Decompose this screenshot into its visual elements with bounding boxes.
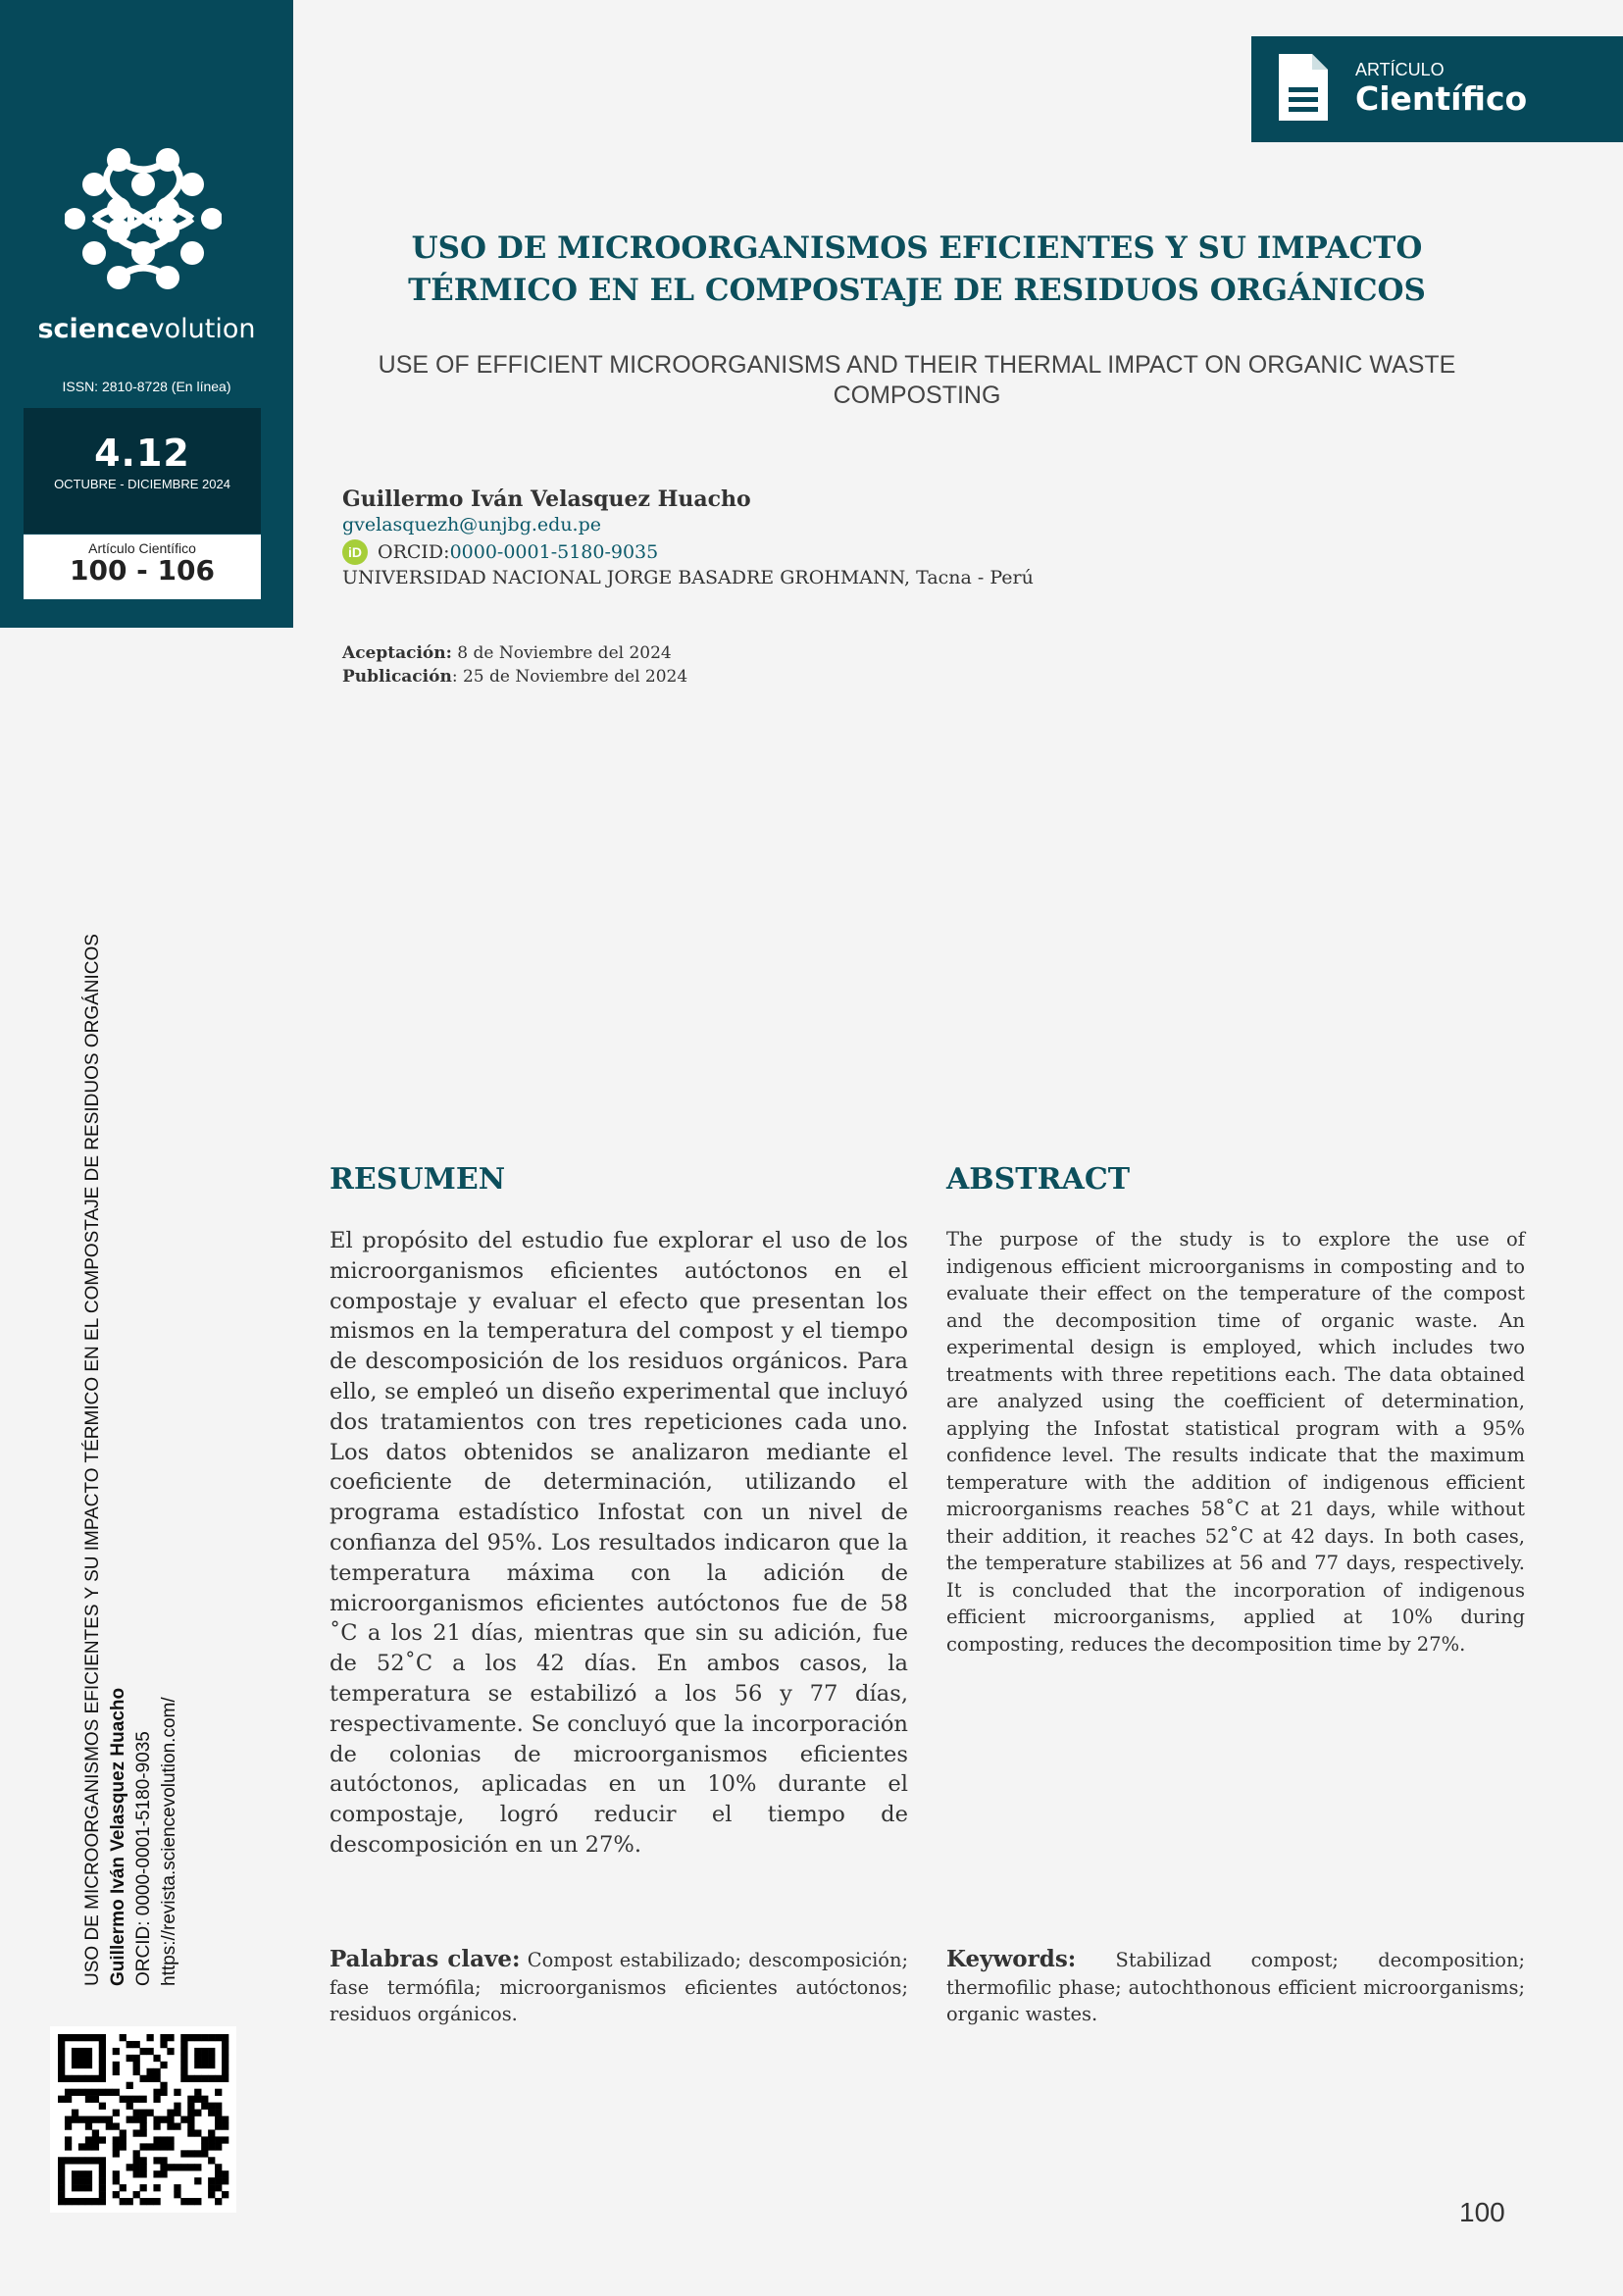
orcid-label: ORCID: bbox=[378, 541, 450, 563]
page-range: 100 - 106 bbox=[69, 554, 215, 587]
publication-dates bbox=[342, 641, 687, 689]
resumen-text: El propósito del estudio fue explorar el uso de los microorganismos eficientes autóctonos en el compostaje y evaluar el efecto que presentan los mismos en la temperatura del compost y el tiempo de descomposición de los residuos orgánicos. Para ello, se empleó un diseño experimental que incluyó dos tratamientos con tres repeticiones cada uno. Los datos obtenidos se analizaron mediante el coeficiente de determinación, utilizando el programa estadístico Infostat con un nivel de confianza del 95%. Los resultados indicaron que la temperatura máxima con la adición de microorganismos eficientes autóctonos fue de 58 ˚C a los 21 días, mientras que sin su adición, fue de 52˚C a los 42 días. En ambos casos, la temperatura se estabilizó a los 56 y 77 días, respectivamente. Se concluyó que la incorporación de colonias de microorganismos eficientes autóctonos, aplicadas en un 10% durante el compostaje, logró reducir el tiempo de descomposición en un 27%. bbox=[330, 1228, 908, 1858]
orcid-icon: iD bbox=[342, 539, 368, 565]
orcid-line bbox=[342, 539, 1225, 565]
badge-label-big: Científico bbox=[1355, 79, 1528, 118]
side-running-text bbox=[80, 809, 182, 1986]
side-running-author: Guillermo Iván Velasquez Huacho bbox=[108, 1687, 128, 1986]
side-running-orcid: ORCID: 0000-0001-5180-9035 bbox=[133, 1731, 154, 1986]
article-title-en: USE OF EFFICIENT MICROORGANISMS AND THEIR THERMAL IMPACT ON ORGANIC WASTE COMPOSTING bbox=[378, 351, 1456, 409]
orcid-link[interactable]: 0000-0001-5180-9035 bbox=[449, 541, 659, 563]
resumen-section bbox=[330, 1161, 908, 2025]
author-name: Guillermo Iván Velasquez Huacho bbox=[342, 486, 751, 512]
journal-sidebar bbox=[0, 0, 293, 628]
abstract-text: The purpose of the study is to explore the use of indigenous efficient microorganisms in composting and to evaluate their effect on the temperature of the compost and the decomposition time of organic waste. An experimental design is employed, which includes two treatments with three repetitions each. The data obtained are analyzed using the coefficient of determination, applying the Infostat statistical program with a 95% confidence level. The results indicate that the maximum temperature with the addition of indigenous efficient microorganisms reaches 58˚C at 21 days, while without their addition, it reaches 52˚C at 42 days. In both cases, the temperature stabilizes at 56 and 77 days, respectively. It is concluded that the incorporation of indigenous efficient microorganisms, applied at 10% during composting, reduces the decomposition time by 27%. bbox=[946, 1228, 1525, 1656]
article-title-es: USO DE MICROORGANISMOS EFICIENTES Y SU IMPACTO TÉRMICO EN EL COMPOSTAJE DE RESIDUOS ORGÁNICOS bbox=[408, 230, 1426, 308]
author-email-link[interactable]: gvelasquezh@unjbg.edu.pe bbox=[342, 514, 602, 536]
author-affiliation: UNIVERSIDAD NACIONAL JORGE BASADRE GROHMANN, Tacna - Perú bbox=[342, 567, 1034, 588]
palabras-clave: Palabras clave: Compost estabilizado; descomposición; fase termófila; microorganismos eficientes autóctonos; residuos orgánicos. bbox=[330, 1946, 908, 2025]
article-type: Artículo Científico bbox=[88, 540, 196, 556]
issue-number: 4.12 bbox=[94, 432, 190, 475]
journal-name: sciencevolution bbox=[37, 314, 256, 344]
article-box bbox=[24, 535, 261, 599]
page-number: 100 bbox=[1459, 2197, 1505, 2227]
side-running-url[interactable]: https://revista.sciencevolution.com/ bbox=[159, 1697, 179, 1986]
issue-box bbox=[24, 408, 261, 534]
document-icon bbox=[1279, 54, 1328, 121]
issn: ISSN: 2810-8728 (En línea) bbox=[62, 379, 231, 394]
publication-date: Publicación: 25 de Noviembre del 2024 bbox=[342, 667, 688, 687]
qr-code[interactable] bbox=[50, 2026, 236, 2213]
issue-period: OCTUBRE - DICIEMBRE 2024 bbox=[54, 477, 230, 491]
abstract-heading: ABSTRACT bbox=[946, 1162, 1131, 1197]
acceptance-date: Aceptación: 8 de Noviembre del 2024 bbox=[342, 643, 672, 663]
resumen-heading: RESUMEN bbox=[330, 1162, 506, 1197]
badge-label-small: ARTÍCULO bbox=[1355, 60, 1445, 79]
keywords: Keywords: Stabilizad compost; decomposition; thermofilic phase; autochthonous efficient microorganisms; organic wastes. bbox=[946, 1946, 1525, 2025]
sciencevolution-logo-icon bbox=[65, 140, 222, 297]
author-block bbox=[342, 486, 1225, 590]
abstract-section bbox=[946, 1161, 1525, 2025]
side-running-title: USO DE MICROORGANISMOS EFICIENTES Y SU IMPACTO TÉRMICO EN EL COMPOSTAJE DE RESIDUOS ORGÁNICOS bbox=[82, 934, 103, 1986]
article-badge bbox=[1251, 36, 1623, 142]
